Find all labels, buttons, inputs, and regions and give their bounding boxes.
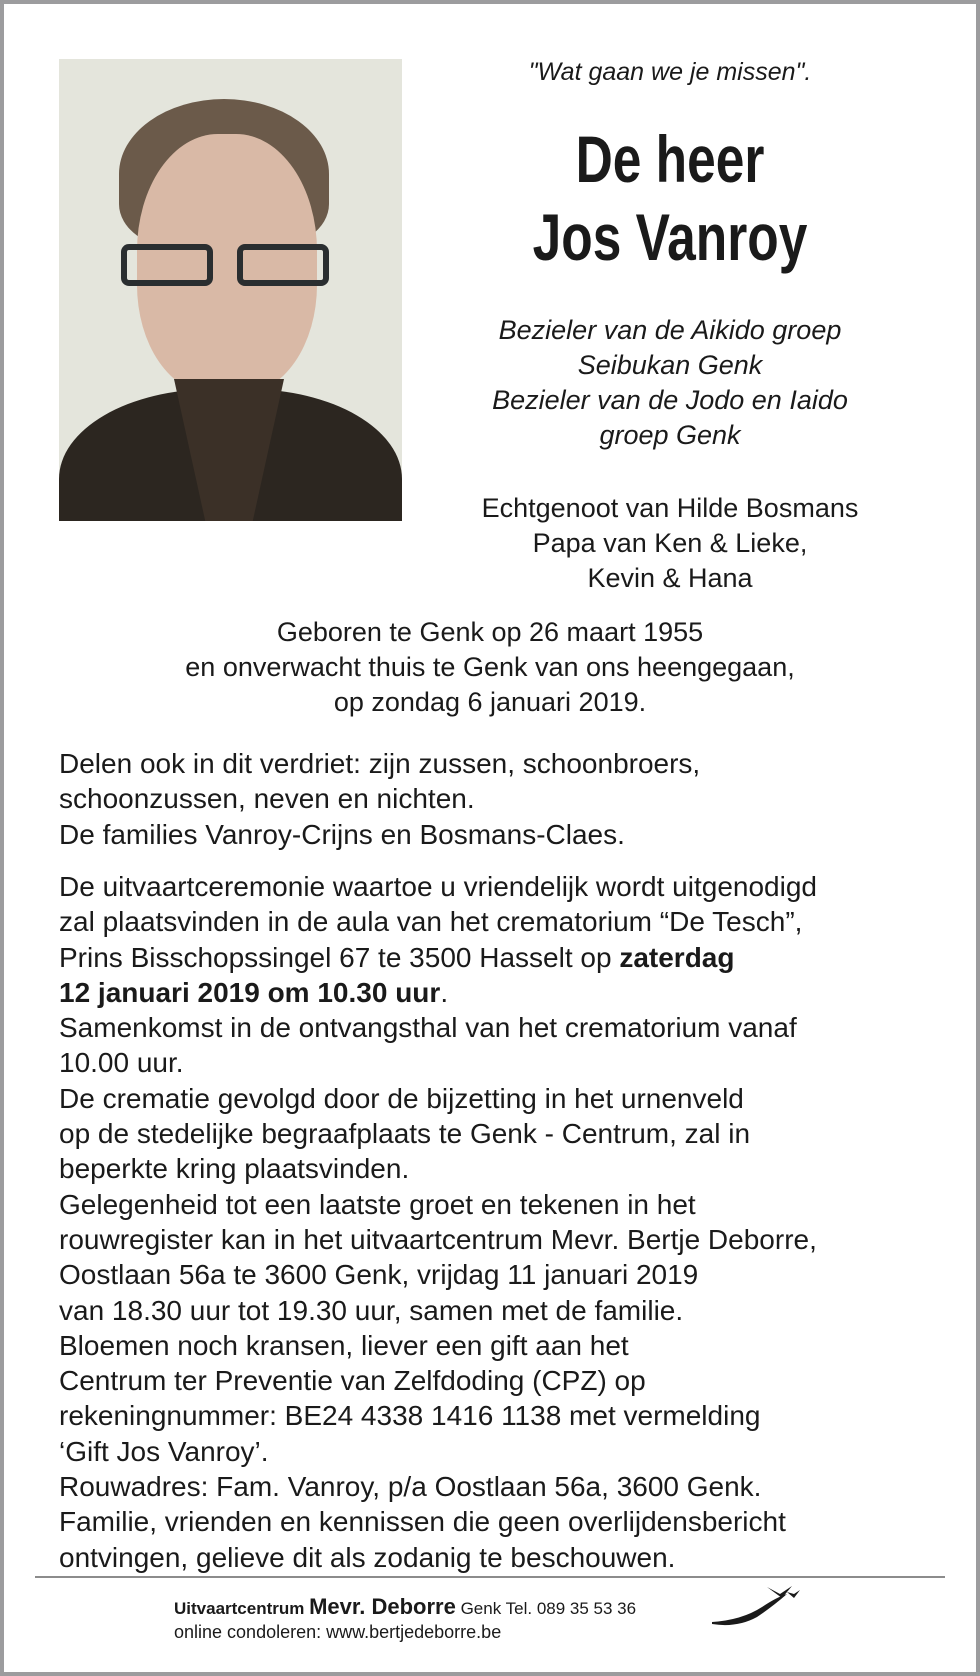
grief-line: De families Vanroy-Crijns en Bosmans-Claes. <box>59 818 625 850</box>
ceremony-line: Rouwadres: Fam. Vanroy, p/a Oostlaan 56a, 3600 Genk. <box>59 1471 762 1503</box>
role-line: groep Genk <box>599 420 741 450</box>
birth-line: op zondag 6 januari 2019. <box>333 687 647 717</box>
role-line: Bezieler van de Jodo en Iaido <box>492 385 848 415</box>
ceremony-datetime: 12 januari 2019 om 10.30 uur <box>59 976 441 1008</box>
family-line: Papa van Ken & Lieke, <box>532 528 808 558</box>
ceremony-line: De uitvaartceremonie waartoe u vriendelijk wordt uitgenodigd <box>59 871 817 902</box>
ceremony-line: Bloemen noch kransen, liever een gift aan het <box>59 1329 629 1361</box>
birth-line: Geboren te Genk op 26 maart 1955 <box>276 617 704 647</box>
ceremony-line: 10.00 uur. <box>59 1047 184 1079</box>
family-line: Kevin & Hana <box>587 563 753 593</box>
ceremony-line: ‘Gift Jos Vanroy’. <box>59 1435 269 1467</box>
roles <box>420 313 920 453</box>
ceremony-line: rouwregister kan in het uitvaartcentrum Mevr. Bertje Deborre, <box>59 1223 817 1255</box>
ceremony-line: beperkte kring plaatsvinden. <box>59 1153 410 1185</box>
ceremony-day: zaterdag <box>619 941 735 973</box>
footer-name: Mevr. Deborre <box>309 1594 456 1619</box>
ceremony-line: Centrum ter Preventie van Zelfdoding (CPZ) op <box>59 1365 646 1397</box>
family-line: Echtgenoot van Hilde Bosmans <box>481 493 859 523</box>
role-line: Seibukan Genk <box>577 350 763 380</box>
ceremony-line: zal plaatsvinden in de aula van het crematorium “De Tesch”, <box>59 906 803 938</box>
title-line-1: De heer <box>575 122 765 196</box>
ceremony-line <box>59 975 817 1010</box>
ceremony-line: rekeningnummer: BE24 4338 1416 1138 met vermelding <box>59 1400 761 1432</box>
glasses <box>121 244 329 286</box>
grief-line: schoonzussen, neven en nichten. <box>59 783 475 815</box>
grief-line: Delen ook in dit verdriet: zijn zussen, schoonbroers, <box>59 748 701 779</box>
ceremony-line: van 18.30 uur tot 19.30 uur, samen met de familie. <box>59 1294 684 1326</box>
funeral-home <box>174 1594 636 1620</box>
text: . <box>440 976 449 1008</box>
birth-death <box>0 615 980 720</box>
ceremony-line: ontvingen, gelieve dit als zodanig te beschouwen. <box>59 1541 676 1573</box>
ceremony-line: Samenkomst in de ontvangsthal van het crematorium vanaf <box>59 1012 797 1044</box>
footer-label: Uitvaartcentrum <box>174 1599 305 1618</box>
family <box>420 491 920 596</box>
portrait-photo <box>59 59 402 521</box>
footer-phone: Tel. 089 35 53 36 <box>505 1599 637 1618</box>
birth-line: en onverwacht thuis te Genk van ons heengegaan, <box>185 652 795 682</box>
ceremony-line: Gelegenheid tot een laatste groet en tekenen in het <box>59 1188 696 1220</box>
ceremony-line <box>59 940 817 975</box>
footer-online[interactable]: online condoleren: www.bertjedeborre.be <box>174 1622 502 1642</box>
ceremony-line: Familie, vrienden en kennissen die geen overlijdensbericht <box>59 1506 786 1538</box>
footer-city: Genk <box>460 1599 502 1618</box>
title-name: Jos Vanroy <box>532 200 808 274</box>
ceremony-paragraph <box>59 869 817 1575</box>
text: Prins Bisschopssingel 67 te 3500 Hasselt op <box>59 941 620 973</box>
grief-paragraph <box>59 746 700 852</box>
quote: "Wat gaan we je missen". <box>528 58 812 86</box>
bird-logo-icon <box>712 1582 802 1632</box>
ceremony-line: op de stedelijke begraafplaats te Genk - Centrum, zal in <box>59 1118 751 1150</box>
ceremony-line: De crematie gevolgd door de bijzetting in het urnenveld <box>59 1082 744 1114</box>
role-line: Bezieler van de Aikido groep <box>498 315 842 345</box>
ceremony-line: Oostlaan 56a te 3600 Genk, vrijdag 11 januari 2019 <box>59 1259 699 1291</box>
divider <box>35 1576 945 1578</box>
